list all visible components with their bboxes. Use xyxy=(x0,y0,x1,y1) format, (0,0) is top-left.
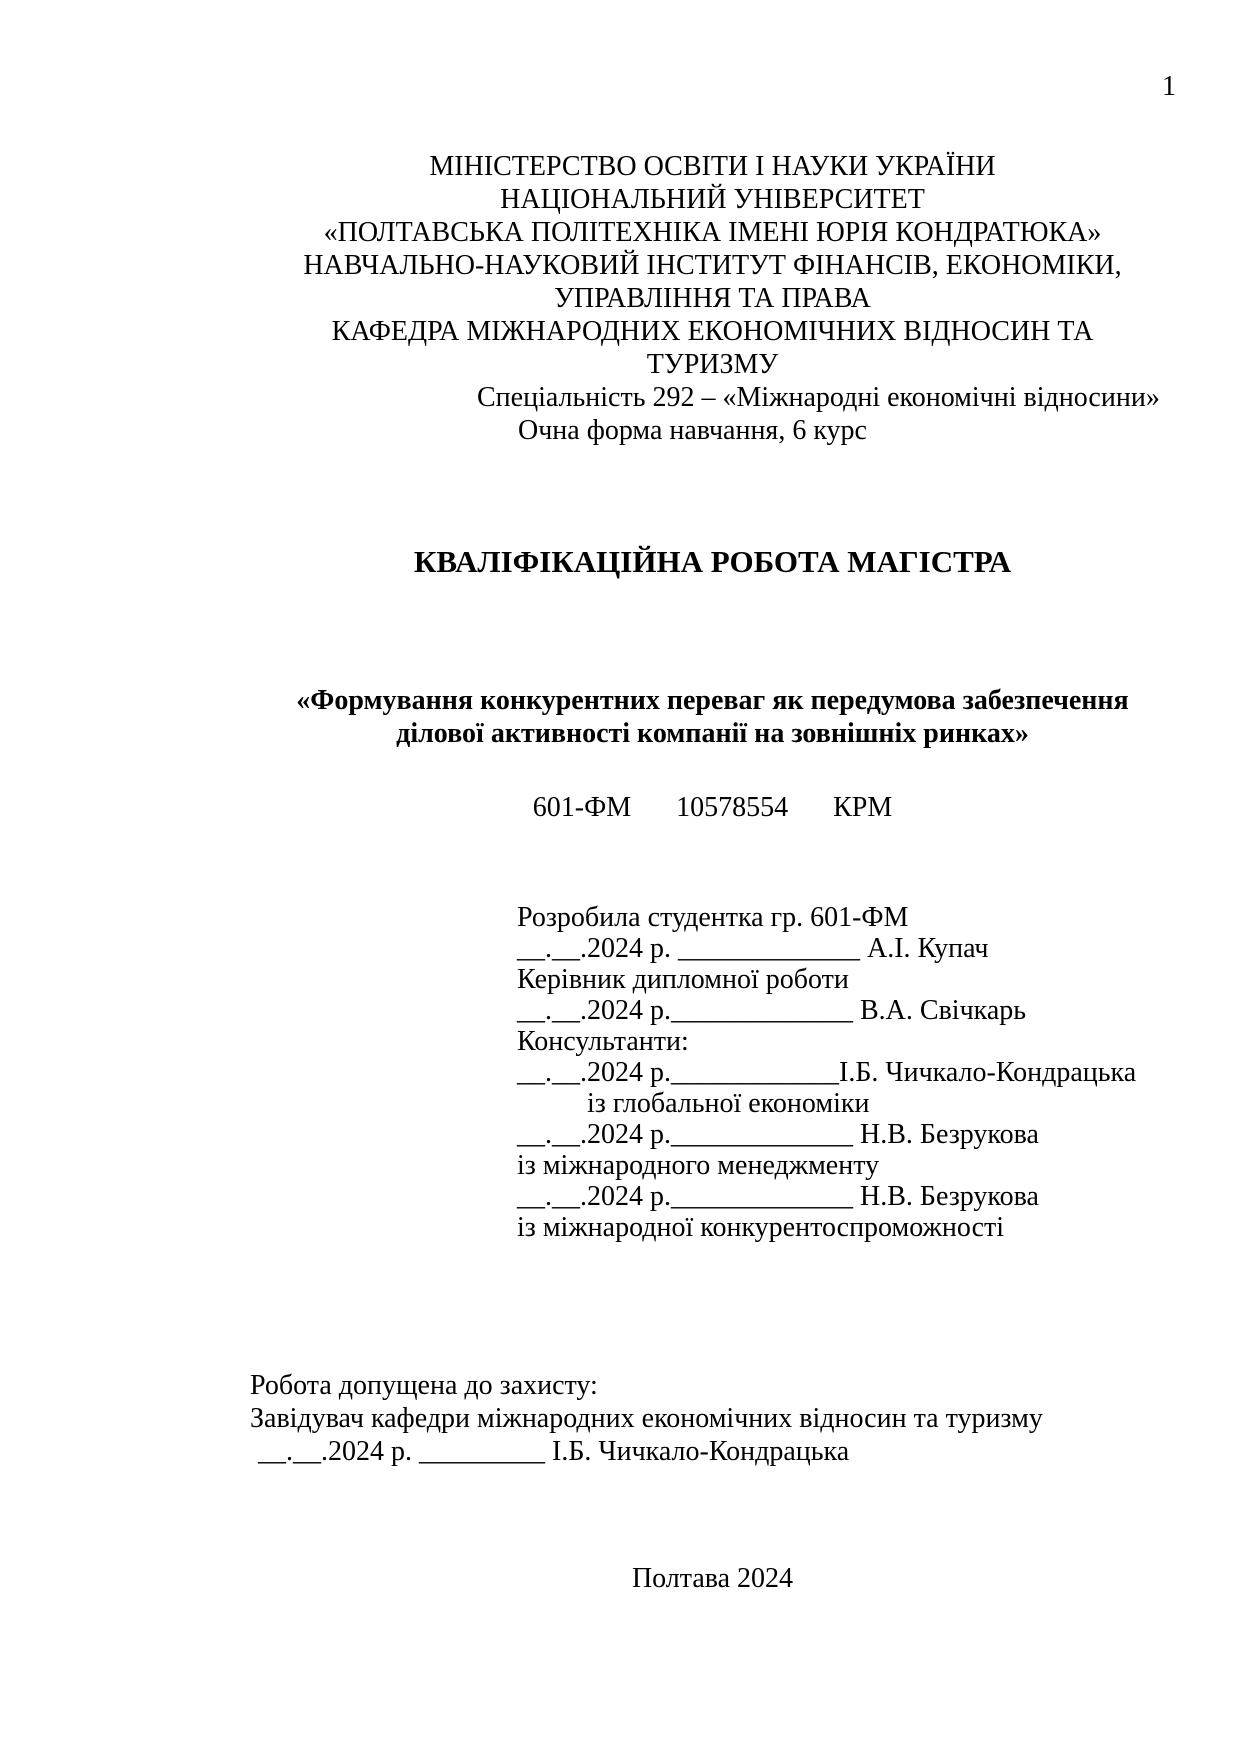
work-codes xyxy=(250,791,1175,824)
specialty-line: Спеціальність 292 – «Міжнародні економічні відносини» xyxy=(477,382,1160,413)
study-form-line: Очна форма навчання, 6 курс xyxy=(518,415,867,446)
institute-line-1: НАВЧАЛЬНО-НАУКОВИЙ ІНСТИТУТ ФІНАНСІВ, ЕКОНОМІКИ, xyxy=(303,250,1122,281)
university-line: НАЦІОНАЛЬНИЙ УНІВЕРСИТЕТ xyxy=(500,184,925,215)
consultant-1-signature-line: __.__.2024 р.____________І.Б. Чичкало-Кондрацька xyxy=(517,1057,1137,1088)
supervisor-signature-line: __.__.2024 р._____________ В.А. Свічкарь xyxy=(517,995,1027,1026)
developer-label: Розробила студентка гр. 601-ФМ xyxy=(517,902,909,933)
consultants-label: Консультанти: xyxy=(517,1026,689,1057)
work-type-code: КРМ xyxy=(833,792,893,823)
institute-line-2: УПРАВЛІННЯ ТА ПРАВА xyxy=(554,283,871,314)
consultant-3-signature-line: __.__.2024 р._____________ Н.В. Безрукова xyxy=(517,1181,1039,1212)
department-head-signature-line: __.__.2024 р. _________ І.Б. Чичкало-Кондрацька xyxy=(258,1436,850,1467)
page-number: 1 xyxy=(1162,71,1176,102)
ministry-line: МІНІСТЕРСТВО ОСВІТИ І НАУКИ УКРАЇНИ xyxy=(429,151,996,182)
thesis-title-line-2: ділової активності компанії на зовнішніх ринках» xyxy=(396,718,1029,749)
city-year: Полтава 2024 xyxy=(631,1563,794,1594)
consultant-2-signature-line: __.__.2024 р._____________ Н.В. Безрукова xyxy=(517,1119,1039,1150)
university-name-line: «ПОЛТАВСЬКА ПОЛІТЕХНІКА ІМЕНІ ЮРІЯ КОНДРАТЮКА» xyxy=(323,217,1102,248)
supervisor-label: Керівник дипломної роботи xyxy=(517,964,849,995)
registration-code: 10578554 xyxy=(676,792,789,823)
consultant-3-subject: із міжнародної конкурентоспроможності xyxy=(517,1212,1005,1243)
department-line-2: ТУРИЗМУ xyxy=(646,349,779,380)
developer-signature-line: __.__.2024 р. _____________ А.І. Купач xyxy=(517,933,989,964)
department-head-label: Завідувач кафедри міжнародних економічних відносин та туризму xyxy=(250,1403,1043,1434)
group-code: 601-ФМ xyxy=(532,792,632,823)
consultant-1-subject: із глобальної економіки xyxy=(587,1088,870,1119)
university-header xyxy=(250,150,1175,447)
work-type-title: КВАЛІФІКАЦІЙНА РОБОТА МАГІСТРА xyxy=(413,544,1012,579)
thesis-title xyxy=(250,684,1175,750)
signatures-block xyxy=(517,902,1136,1243)
admission-label: Робота допущена до захисту: xyxy=(250,1370,598,1401)
consultant-2-subject: із міжнародного менеджменту xyxy=(517,1150,880,1181)
admission-block xyxy=(250,1369,1043,1468)
department-line-1: КАФЕДРА МІЖНАРОДНИХ ЕКОНОМІЧНИХ ВІДНОСИН ТА xyxy=(331,316,1094,347)
thesis-title-line-1: «Формування конкурентних переваг як передумова забезпечення xyxy=(296,685,1129,716)
